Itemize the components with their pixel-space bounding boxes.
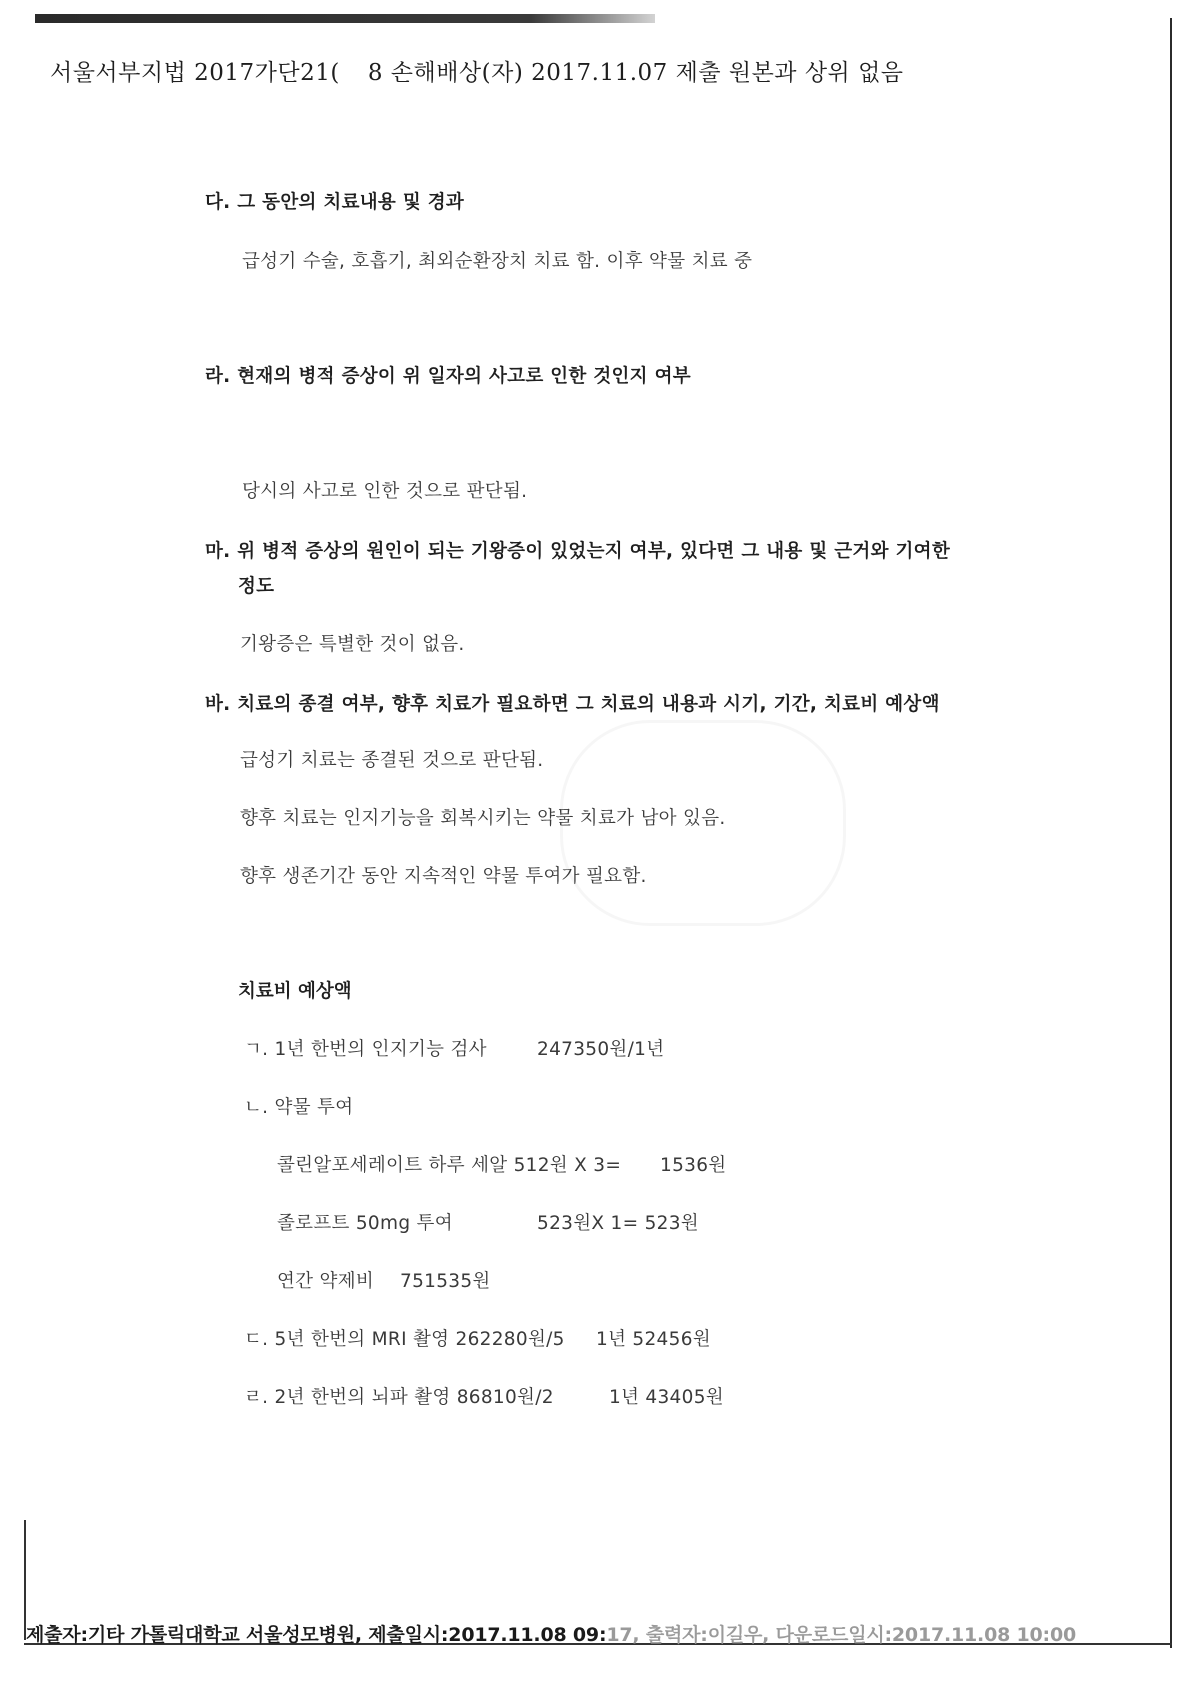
section-ma-body: 기왕증은 특별한 것이 없음.	[240, 634, 465, 655]
scan-right-edge	[1170, 18, 1172, 1648]
annual-drug-cost-amount: 751535원	[400, 1271, 491, 1292]
section-ma-heading-cont: 정도	[238, 576, 275, 597]
drug-2-name: 졸로프트 50mg 투여	[277, 1213, 453, 1234]
section-ra-body: 당시의 사고로 인한 것으로 판단됨.	[242, 481, 528, 502]
cost-item-g-label: ㄱ. 1년 한번의 인지기능 검사	[244, 1039, 487, 1060]
drug-1-amount: 1536원	[660, 1155, 727, 1176]
cost-title: 치료비 예상액	[238, 981, 352, 1002]
section-ba-body-3: 향후 생존기간 동안 지속적인 약물 투여가 필요함.	[240, 866, 647, 887]
case-number: 서울서부지법 2017가단21(	[50, 60, 340, 86]
section-da-heading: 다. 그 동안의 치료내용 및 경과	[205, 192, 465, 213]
drug-1-name: 콜린알포세레이트 하루 세알 512원 X 3=	[277, 1155, 622, 1176]
section-ma-heading: 마. 위 병적 증상의 원인이 되는 기왕증이 있었는지 여부, 있다면 그 내용 및 근거와 기여한	[205, 541, 951, 562]
section-ba-heading: 바. 치료의 종결 여부, 향후 치료가 필요하면 그 치료의 내용과 시기, 기간, 치료비 예상액	[205, 694, 940, 715]
cost-item-n-label: ㄴ. 약물 투여	[244, 1097, 354, 1118]
section-da-body: 급성기 수술, 호흡기, 최외순환장치 치료 함. 이후 약물 치료 중	[242, 251, 753, 272]
cost-item-d-amount: 1년 52456원	[596, 1329, 711, 1350]
section-ba-body-1: 급성기 치료는 종결된 것으로 판단됨.	[240, 750, 544, 771]
cost-item-g-amount: 247350원/1년	[537, 1039, 665, 1060]
case-header	[50, 54, 904, 87]
submission-footer	[26, 1620, 1076, 1647]
cost-item-d-label: ㄷ. 5년 한번의 MRI 촬영 262280원/5	[244, 1329, 565, 1350]
annual-drug-cost-label: 연간 약제비	[277, 1271, 375, 1292]
case-description: 8 손해배상(자) 2017.11.07 제출 원본과 상위 없음	[367, 60, 904, 86]
section-ra-heading: 라. 현재의 병적 증상이 위 일자의 사고로 인한 것인지 여부	[205, 366, 691, 387]
cost-item-r-label: ㄹ. 2년 한번의 뇌파 촬영 86810원/2	[244, 1387, 554, 1408]
section-ba-body-2: 향후 치료는 인지기능을 회복시키는 약물 치료가 남아 있음.	[240, 808, 726, 829]
cost-item-r-amount: 1년 43405원	[609, 1387, 724, 1408]
footer-download-info: 17, 출력자:이길우, 다운로드일시:2017.11.08 10:00	[606, 1624, 1077, 1646]
scan-top-bar	[35, 14, 655, 23]
drug-2-amount: 523원X 1= 523원	[537, 1213, 699, 1234]
footer-submitter: 제출자:기타 가톨릭대학교 서울성모병원, 제출일시:2017.11.08 09:	[26, 1624, 607, 1646]
